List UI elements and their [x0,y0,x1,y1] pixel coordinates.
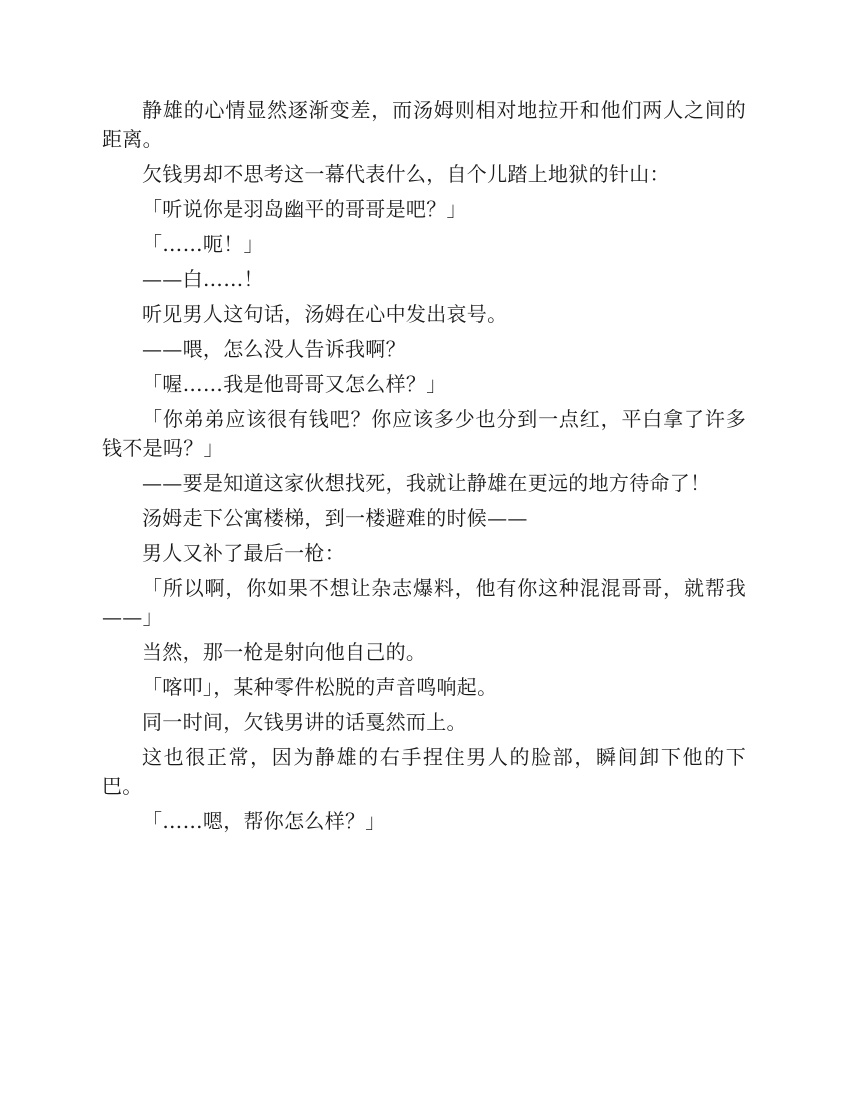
paragraph: 「所以啊，你如果不想让杂志爆料，他有你这种混混哥哥，就帮我——」 [102,576,746,629]
paragraph: 静雄的心情显然逐渐变差，而汤姆则相对地拉开和他们两人之间的距离。 [102,98,746,151]
paragraph: ——白……！ [142,267,264,291]
paragraph: 「你弟弟应该很有钱吧？你应该多少也分到一点红，平白拿了许多钱不是吗？」 [102,407,746,460]
paragraph: 同一时间，欠钱男讲的话戛然而上。 [142,710,467,734]
paragraph: ——喂，怎么没人告诉我啊？ [142,337,406,361]
paragraph: 「喔……我是他哥哥又怎么样？」 [142,372,447,396]
document-page [102,96,746,842]
paragraph: 「……嗯，帮你怎么样？」 [142,809,386,833]
paragraph: 「喀叩」，某种零件松脱的声音鸣响起。 [142,675,498,699]
paragraph: 汤姆走下公寓楼梯，到一楼避难的时候—— [142,506,528,530]
paragraph: 「听说你是羽岛幽平的哥哥是吧？」 [142,197,467,221]
paragraph: 欠钱男却不思考这一幕代表什么，自个儿踏上地狱的针山： [142,162,670,186]
paragraph: 男人又补了最后一枪： [142,541,345,565]
paragraph: 「……呃！」 [142,232,264,256]
paragraph: ——要是知道这家伙想找死，我就让静雄在更远的地方待命了！ [142,471,711,495]
paragraph: 听见男人这句话，汤姆在心中发出哀号。 [142,302,508,326]
paragraph: 这也很正常，因为静雄的右手捏住男人的脸部，瞬间卸下他的下巴。 [102,745,746,798]
paragraph: 当然，那一枪是射向他自己的。 [142,640,427,664]
